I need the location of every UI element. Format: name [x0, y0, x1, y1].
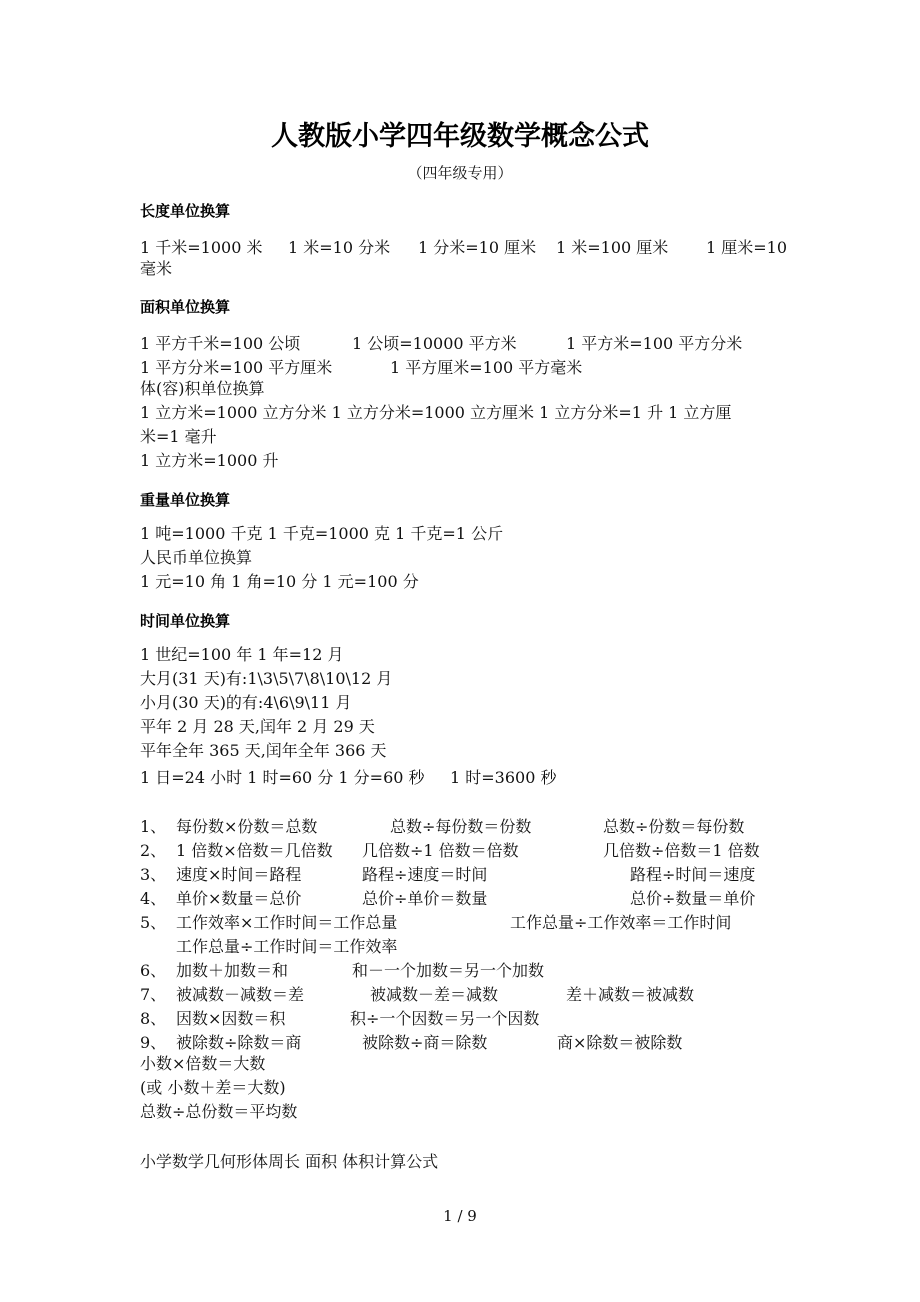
- formula-text: 总数÷每份数＝份数: [390, 817, 532, 836]
- formula-text: 总价÷数量＝单价: [630, 889, 756, 908]
- extra-formula: 小数×倍数＝大数: [140, 1054, 266, 1073]
- length-heading: 长度单位换算: [140, 202, 231, 220]
- formula-row: [140, 982, 800, 1004]
- length-item: 1 米=100 厘米: [556, 238, 669, 257]
- formula-row: [140, 862, 800, 884]
- formula-text: 路程÷时间＝速度: [630, 865, 756, 884]
- formula-text: 被除数÷商＝除数: [362, 1033, 488, 1052]
- weight-line: 1 吨=1000 千克 1 千克=1000 克 1 千克=1 公斤: [140, 524, 504, 543]
- formula-number: 5、: [140, 913, 167, 932]
- weight-heading: 重量单位换算: [140, 491, 231, 509]
- formula-text: 速度×时间＝路程: [176, 865, 302, 884]
- length-item: 1 分米=10 厘米: [418, 238, 537, 257]
- formula-text: 因数×因数＝积: [176, 1009, 286, 1028]
- formula-text: 路程÷速度＝时间: [362, 865, 488, 884]
- formula-text: 工作总量÷工作时间＝工作效率: [176, 937, 398, 956]
- formula-number: 6、: [140, 961, 167, 980]
- formula-text: 商×除数＝被除数: [557, 1033, 683, 1052]
- length-item-cont: 毫米: [140, 259, 173, 278]
- extra-formula: (或 小数＋差＝大数): [140, 1078, 286, 1097]
- formula-text: 工作总量÷工作效率＝工作时间: [510, 913, 732, 932]
- formula-text: 差＋减数＝被减数: [566, 985, 695, 1004]
- formula-number: 1、: [140, 817, 167, 836]
- formula-row: [140, 814, 800, 836]
- formula-text: 几倍数÷倍数＝1 倍数: [603, 841, 760, 860]
- money-heading: 人民币单位换算: [140, 548, 253, 567]
- volume-line: 1 立方米=1000 升: [140, 451, 279, 470]
- formula-text: 工作效率×工作时间＝工作总量: [176, 913, 398, 932]
- time-heading: 时间单位换算: [140, 612, 231, 630]
- formula-row: [140, 958, 800, 980]
- formula-text: 每份数×份数＝总数: [176, 817, 318, 836]
- formula-text: 被减数－差＝减数: [370, 985, 499, 1004]
- formula-number: 2、: [140, 841, 167, 860]
- area-item: 1 平方分米=100 平方厘米: [140, 358, 333, 377]
- time-row: [140, 765, 800, 787]
- area-item: 1 平方米=100 平方分米: [566, 334, 743, 353]
- page-indicator: 1 / 9: [443, 1207, 477, 1225]
- area-row-1: [140, 331, 800, 353]
- formula-number: 8、: [140, 1009, 167, 1028]
- document-title: 人教版小学四年级数学概念公式: [271, 121, 649, 152]
- geometry-heading: 小学数学几何形体周长 面积 体积计算公式: [140, 1152, 439, 1171]
- money-line: 1 元=10 角 1 角=10 分 1 元=100 分: [140, 572, 419, 591]
- time-line: 大月(31 天)有:1\3\5\7\8\10\12 月: [140, 669, 393, 688]
- area-heading: 面积单位换算: [140, 298, 231, 316]
- length-item: 1 米=10 分米: [288, 238, 391, 257]
- length-item: 1 厘米=10: [706, 238, 788, 257]
- formula-number: 4、: [140, 889, 167, 908]
- formula-text: 和－一个加数＝另一个加数: [352, 961, 545, 980]
- formula-row: [140, 1006, 800, 1028]
- area-row-2: [140, 355, 800, 377]
- volume-line: 1 立方米=1000 立方分米 1 立方分米=1000 立方厘米 1 立方分米=1 升 1 立方厘: [140, 403, 732, 422]
- area-item: 1 平方千米=100 公顷: [140, 334, 301, 353]
- area-item: 1 公顷=10000 平方米: [352, 334, 517, 353]
- volume-heading: 体(容)积单位换算: [140, 379, 265, 398]
- formula-row: [140, 886, 800, 908]
- length-item: 1 千米=1000 米: [140, 238, 263, 257]
- extra-formula: 总数÷总份数＝平均数: [140, 1102, 298, 1121]
- time-line: 1 时=3600 秒: [450, 768, 557, 787]
- formula-text: 加数＋加数＝和: [176, 961, 289, 980]
- time-line: 1 世纪=100 年 1 年=12 月: [140, 645, 344, 664]
- area-item: 1 平方厘米=100 平方毫米: [390, 358, 583, 377]
- formula-number: 9、: [140, 1033, 167, 1052]
- formula-row: [140, 910, 800, 932]
- formula-text: 总数÷份数＝每份数: [603, 817, 745, 836]
- formula-text: 被减数－减数＝差: [176, 985, 305, 1004]
- time-line: 平年 2 月 28 天,闰年 2 月 29 天: [140, 717, 375, 736]
- formula-text: 单价×数量＝总价: [176, 889, 302, 908]
- length-conversions: [140, 235, 800, 257]
- formula-text: 1 倍数×倍数＝几倍数: [176, 841, 333, 860]
- volume-line: 米=1 毫升: [140, 427, 217, 446]
- formula-number: 7、: [140, 985, 167, 1004]
- formula-row: [140, 934, 800, 956]
- time-line: 平年全年 365 天,闰年全年 366 天: [140, 741, 387, 760]
- formula-text: 被除数÷除数＝商: [176, 1033, 302, 1052]
- time-line: 小月(30 天)的有:4\6\9\11 月: [140, 693, 352, 712]
- formula-number: 3、: [140, 865, 167, 884]
- formula-text: 积÷一个因数＝另一个因数: [350, 1009, 540, 1028]
- formula-text: 几倍数÷1 倍数＝倍数: [362, 841, 519, 860]
- formula-text: 总价÷单价＝数量: [362, 889, 488, 908]
- time-line: 1 日=24 小时 1 时=60 分 1 分=60 秒: [140, 768, 425, 787]
- formula-row: [140, 1030, 800, 1052]
- formula-row: [140, 838, 800, 860]
- document-subtitle: （四年级专用）: [407, 164, 513, 182]
